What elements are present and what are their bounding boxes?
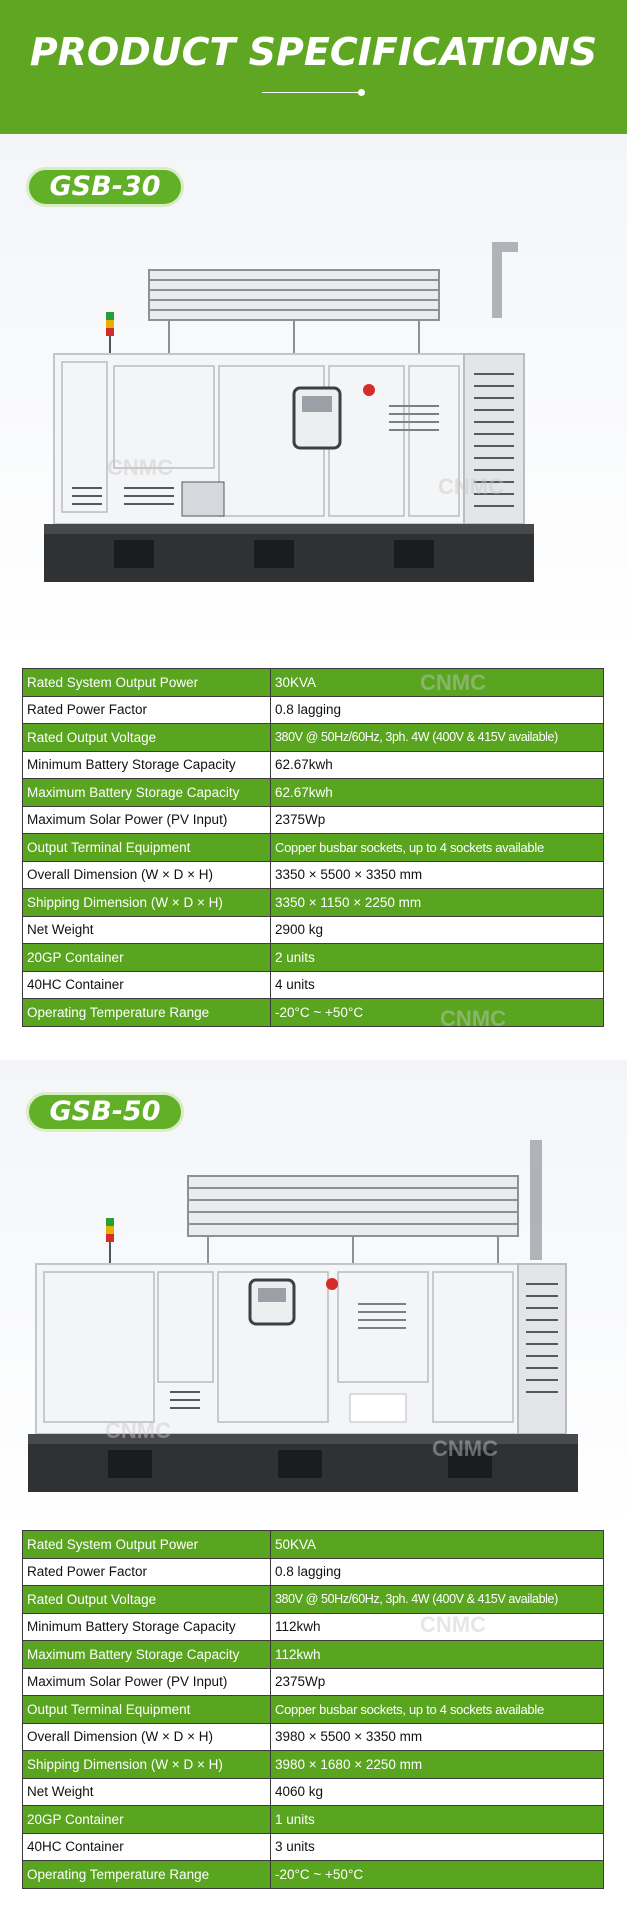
spec-label: Minimum Battery Storage Capacity — [23, 751, 271, 779]
table-row — [23, 751, 604, 779]
spec-value: 2375Wp — [271, 1668, 604, 1696]
spec-label: Rated Output Voltage — [23, 1586, 271, 1614]
table-row — [23, 1558, 604, 1586]
model-badge: GSB-50 — [26, 1092, 184, 1132]
spec-label: Maximum Solar Power (PV Input) — [23, 1668, 271, 1696]
table-row — [23, 834, 604, 862]
watermark-text: CNMC — [440, 1006, 506, 1031]
spec-value: 2900 kg — [271, 916, 604, 944]
spec-label: Output Terminal Equipment — [23, 1696, 271, 1724]
table-row — [23, 944, 604, 972]
spec-label: Rated Output Voltage — [23, 724, 271, 752]
spec-value: 3350 × 5500 × 3350 mm — [271, 861, 604, 889]
spec-label: 20GP Container — [23, 944, 271, 972]
spec-value: 3980 × 5500 × 3350 mm — [271, 1723, 604, 1751]
spec-value: 50KVA — [271, 1531, 604, 1559]
table-row — [23, 1751, 604, 1779]
header-divider — [262, 92, 362, 93]
table-row — [23, 806, 604, 834]
spec-label: Rated Power Factor — [23, 696, 271, 724]
table-row — [23, 1696, 604, 1724]
table-row — [23, 1778, 604, 1806]
spec-value: 1 units — [271, 1806, 604, 1834]
table-row — [23, 999, 604, 1027]
spec-value: 380V @ 50Hz/60Hz, 3ph. 4W (400V & 415V available) — [271, 724, 604, 752]
watermark-text: CNMC — [420, 1612, 486, 1637]
table-row — [23, 1586, 604, 1614]
watermark-text: CNMC — [432, 1436, 498, 1461]
spec-value: 4060 kg — [271, 1778, 604, 1806]
spec-value: 0.8 lagging — [271, 696, 604, 724]
spec-value: 112kwh — [271, 1641, 604, 1669]
spec-value: -20°C ~ +50°C — [271, 1861, 604, 1889]
table-row — [23, 971, 604, 999]
spec-label: Rated Power Factor — [23, 1558, 271, 1586]
table-row — [23, 1641, 604, 1669]
spec-label: Shipping Dimension (W × D × H) — [23, 889, 271, 917]
model-badge: GSB-30 — [26, 167, 184, 207]
spec-label: Output Terminal Equipment — [23, 834, 271, 862]
spec-value: 30KVA — [271, 669, 604, 697]
table-row — [23, 1668, 604, 1696]
spec-label: Maximum Battery Storage Capacity — [23, 779, 271, 807]
spec-table — [22, 668, 604, 1027]
spec-label: Rated System Output Power — [23, 669, 271, 697]
spec-value: 2375Wp — [271, 806, 604, 834]
spec-value: 2 units — [271, 944, 604, 972]
spec-label: Net Weight — [23, 916, 271, 944]
spec-label: 40HC Container — [23, 1833, 271, 1861]
spec-label: Operating Temperature Range — [23, 999, 271, 1027]
header-divider-dot — [358, 89, 365, 96]
table-row — [23, 1613, 604, 1641]
table-row — [23, 1806, 604, 1834]
table-row — [23, 1861, 604, 1889]
spec-label: Rated System Output Power — [23, 1531, 271, 1559]
watermark-text: CNMC — [105, 1418, 171, 1443]
page-header — [0, 0, 627, 134]
spec-label: 40HC Container — [23, 971, 271, 999]
spec-label: Overall Dimension (W × D × H) — [23, 861, 271, 889]
table-row — [23, 916, 604, 944]
spec-label: Net Weight — [23, 1778, 271, 1806]
spec-value: 380V @ 50Hz/60Hz, 3ph. 4W (400V & 415V available) — [271, 1586, 604, 1614]
table-row — [23, 889, 604, 917]
spec-value: 62.67kwh — [271, 779, 604, 807]
spec-value: -20°C ~ +50°C — [271, 999, 604, 1027]
spec-value: 112kwh — [271, 1613, 604, 1641]
spec-value: 3 units — [271, 1833, 604, 1861]
generator-image — [44, 238, 584, 628]
spec-label: Operating Temperature Range — [23, 1861, 271, 1889]
table-row — [23, 724, 604, 752]
generator-image — [28, 1140, 588, 1510]
watermark-text: CNMC — [107, 455, 173, 480]
table-row — [23, 779, 604, 807]
table-row — [23, 696, 604, 724]
spec-value: 62.67kwh — [271, 751, 604, 779]
spec-value: Copper busbar sockets, up to 4 sockets available — [271, 834, 604, 862]
spec-value: 3980 × 1680 × 2250 mm — [271, 1751, 604, 1779]
spec-label: Shipping Dimension (W × D × H) — [23, 1751, 271, 1779]
table-row — [23, 1531, 604, 1559]
table-row — [23, 669, 604, 697]
table-row — [23, 1833, 604, 1861]
table-row — [23, 861, 604, 889]
page-title: PRODUCT SPECIFICATIONS — [29, 30, 598, 74]
spec-label: Maximum Solar Power (PV Input) — [23, 806, 271, 834]
spec-value: Copper busbar sockets, up to 4 sockets available — [271, 1696, 604, 1724]
spec-label: 20GP Container — [23, 1806, 271, 1834]
spec-label: Minimum Battery Storage Capacity — [23, 1613, 271, 1641]
spec-value: 0.8 lagging — [271, 1558, 604, 1586]
spec-label: Maximum Battery Storage Capacity — [23, 1641, 271, 1669]
spec-label: Overall Dimension (W × D × H) — [23, 1723, 271, 1751]
watermark-text: CNMC — [438, 474, 504, 499]
spec-value: 4 units — [271, 971, 604, 999]
spec-table — [22, 1530, 604, 1889]
table-row — [23, 1723, 604, 1751]
spec-value: 3350 × 1150 × 2250 mm — [271, 889, 604, 917]
watermark-text: CNMC — [420, 670, 486, 695]
